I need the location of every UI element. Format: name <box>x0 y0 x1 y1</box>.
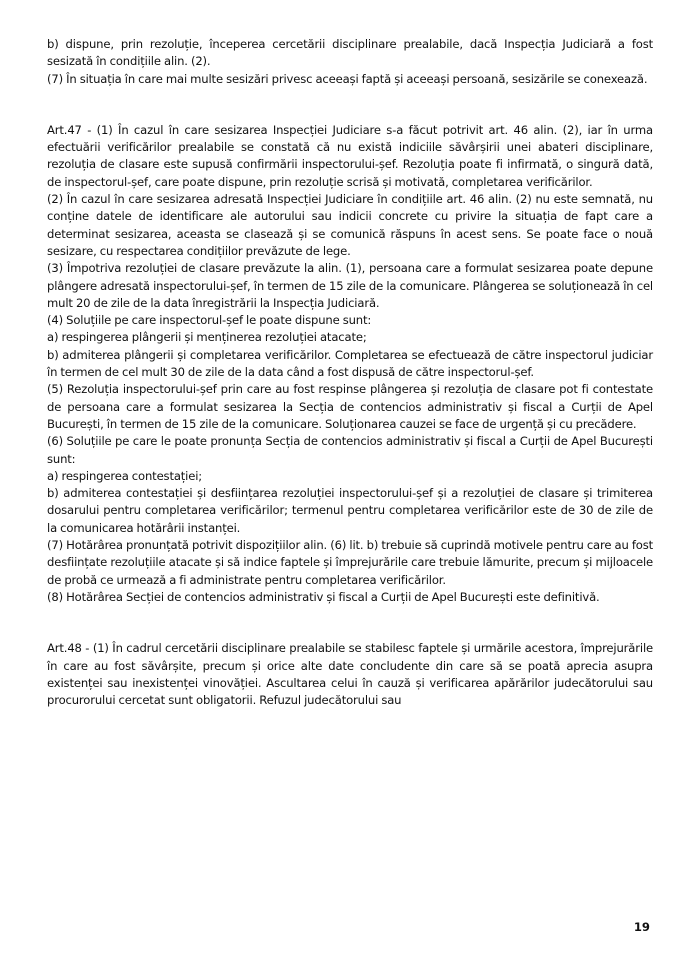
art47-paragraph-1: Art.47 - (1) În cazul în care sesizarea Inspecției Judiciare s-a făcut potrivit art. 46 alin. (2), iar în urma efectuării verificărilor prealabile se constată că nu există indiciile săvârșirii unei abateri disciplinare, rezoluția de clasare este supusă confirmării inspectorului-șef. Rezoluția poate fi infirmată, o singură dată, de inspectorul-șef, care poate dispune, prin rezoluție scrisă și motivată, completarea verificărilor. <box>47 122 653 189</box>
article-47 <box>47 122 653 606</box>
art47-paragraph-6b: b) admiterea contestației și desființarea rezoluției inspectorului-șef și a rezoluției de clasare și trimiterea dosarului pentru completarea verificărilor; termenul pentru completarea verificărilor este de 30 de zile de la comunicarea hotărârii instanței. <box>47 486 653 535</box>
paragraph-7-conexare: (7) În situația în care mai multe sesizări privesc aceeași faptă și aceeași persoană, sesizările se conexează. <box>47 71 648 86</box>
paragraph-6b: b) dispune, prin rezoluție, începerea cercetării disciplinare prealabile, dacă Inspecția Judiciară a fost sesizată în condițiile alin. (2). <box>47 37 653 69</box>
art47-paragraph-3: (3) Împotriva rezoluției de clasare prevăzute la alin. (1), persoana care a formulat sesizarea poate depune plângere adresată inspectorului-șef, în termen de 15 zile de la comunicare. Plângerea se soluționează în cel mult 20 de zile de la data înregistrării la Inspecția Judiciară. <box>47 261 653 310</box>
section-top <box>47 36 653 88</box>
art47-paragraph-2: (2) În cazul în care sesizarea adresată Inspecției Judiciare în condițiile art. 46 alin. (2) nu este semnată, nu conține datele de identificare ale autorului sau indicii concrete cu privire la situația de fapt care a determinat sesizarea, aceasta se clasează și se comunică răspuns în acest sens. Se poate face o nouă sesizare, cu respectarea condițiilor prevăzute de lege. <box>47 192 653 258</box>
art47-paragraph-4b: b) admiterea plângerii și completarea verificărilor. Completarea se efectuează de către inspectorul judiciar în termen de cel mult 30 de zile de la data când a fost dispusă de către inspectorul-șef. <box>47 347 653 380</box>
article-48 <box>47 640 653 709</box>
art47-paragraph-7: (7) Hotărârea pronunțată potrivit dispozițiilor alin. (6) lit. b) trebuie să cuprindă motivele pentru care au fost desființate rezoluțiile atacate și să indice faptele și împrejurările care trebuie lămurite, precum și mijloacele de probă ce urmează a fi administrate pentru completarea verificărilor. <box>47 538 653 587</box>
section-gap <box>47 606 653 640</box>
page-number: 19 <box>633 920 650 934</box>
art47-paragraph-4a: a) respingerea plângerii și menținerea rezoluției atacate; <box>47 330 367 345</box>
art47-paragraph-6: (6) Soluțiile pe care le poate pronunța Secția de contencios administrativ și fiscal a Curții de Apel București sunt: <box>47 434 653 466</box>
art47-paragraph-6a: a) respingerea contestației; <box>47 468 203 483</box>
section-gap <box>47 88 653 122</box>
art47-paragraph-8: (8) Hotărârea Secției de contencios administrativ și fiscal a Curții de Apel București este definitivă. <box>47 589 600 604</box>
art47-paragraph-4: (4) Soluțiile pe care inspectorul-șef le poate dispune sunt: <box>47 313 372 328</box>
art47-paragraph-5: (5) Rezoluția inspectorului-șef prin care au fost respinse plângerea și rezoluția de clasare pot fi contestate de persoana care a formulat sesizarea la Secția de contencios administrativ și fiscal a Curții de Apel București, în termen de 15 zile de la comunicare. Soluționarea cauzei se face de urgență și cu precădere. <box>47 382 653 431</box>
art48-paragraph-1: Art.48 - (1) În cadrul cercetării disciplinare prealabile se stabilesc faptele și urmările acestora, împrejurările în care au fost săvârșite, precum și orice alte date concludente din care să se poată aprecia asupra existenței sau inexistenței vinovăției. Ascultarea celui în cauză și verificarea apărărilor judecătorului sau procurorului cercetat sunt obligatorii. Refuzul judecătorului sau <box>47 641 653 708</box>
